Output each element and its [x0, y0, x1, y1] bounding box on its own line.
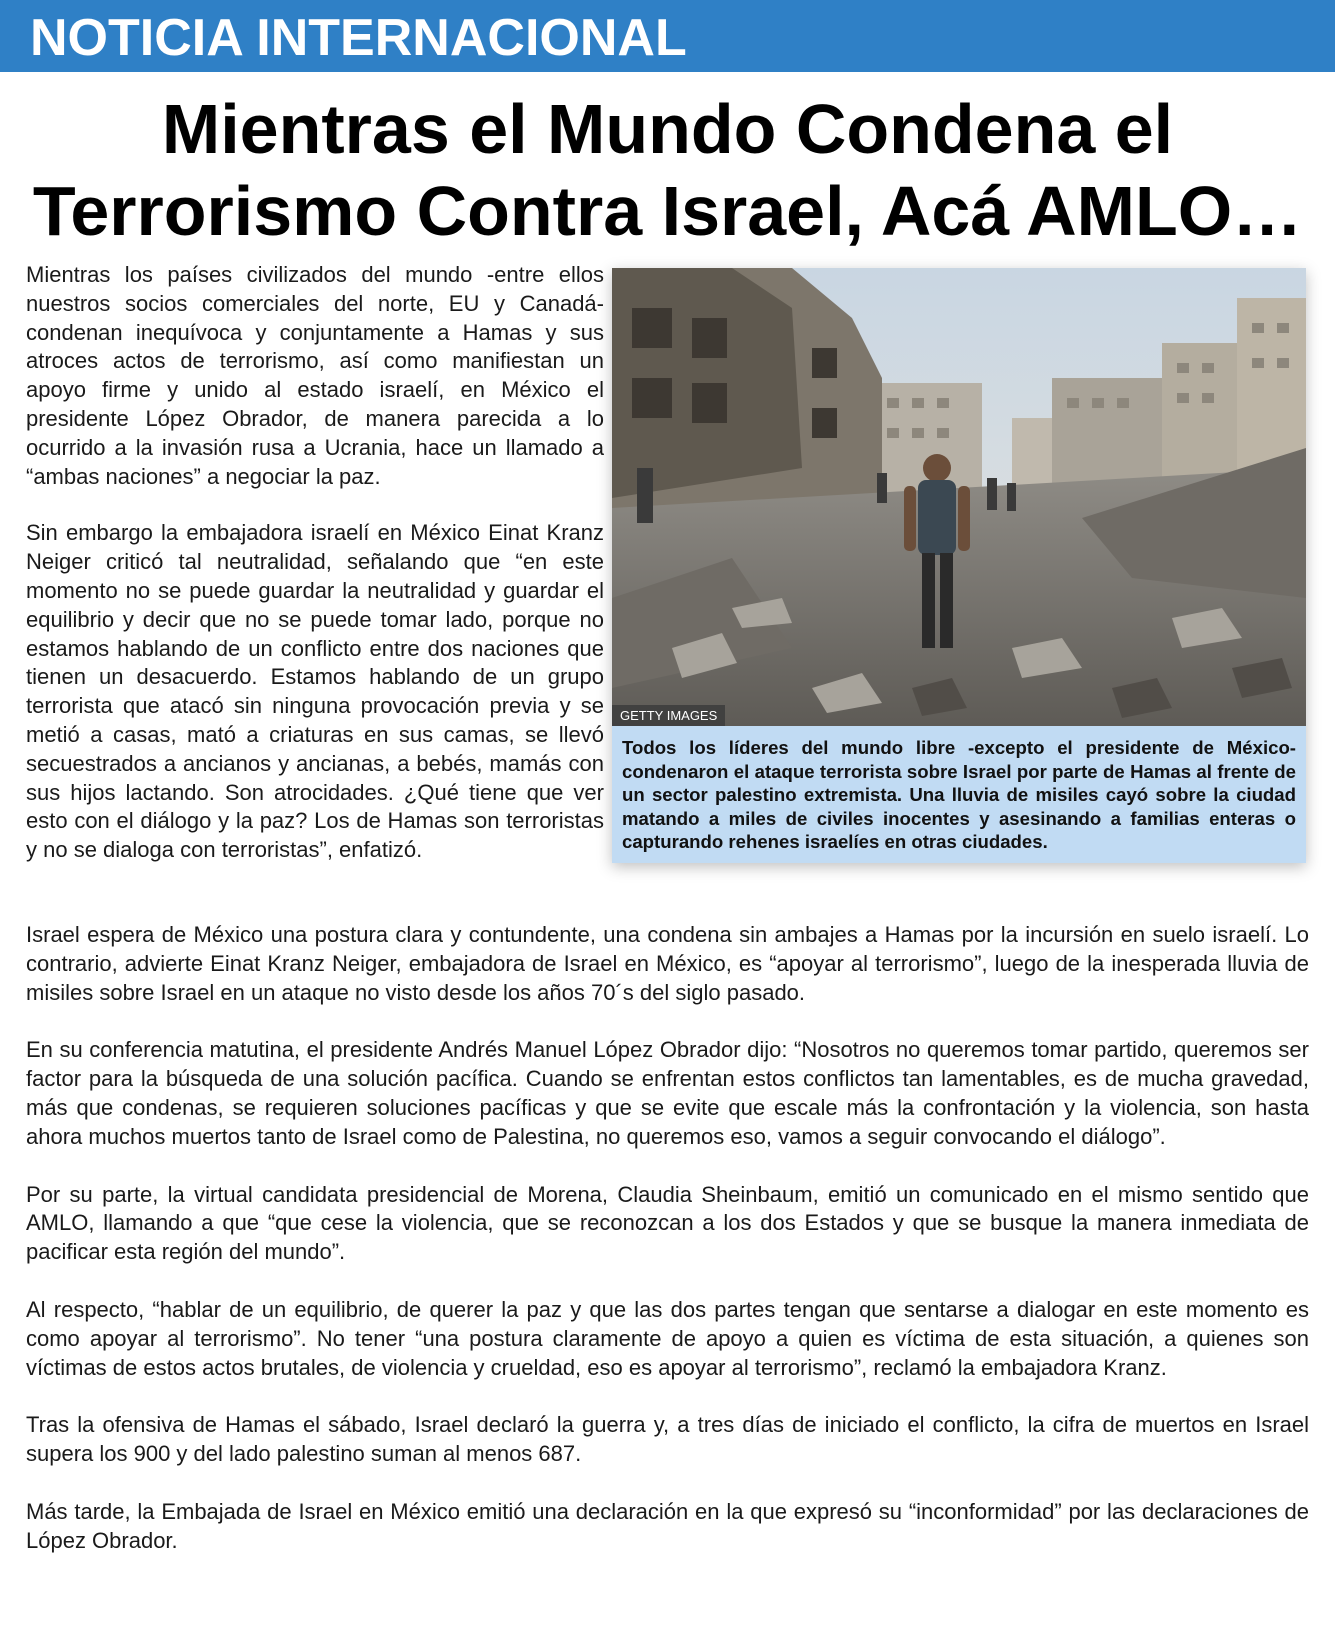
article-column-full — [26, 921, 1309, 1585]
news-photo — [612, 268, 1306, 726]
article-paragraph: En su conferencia matutina, el presidente Andrés Manuel López Obrador dijo: “Nosotros no queremos tomar partido, queremos ser factor para la búsqueda de una solución pacífica. Cuando se enfrentan estos conflictos tan lamentables, es de mucha gravedad, más que condenas, se requieren soluciones pacíficas y que se evite que escale más la confrontación y la violencia, son hasta ahora muchos muertos tanto de Israel como de Palestina, no queremos eso, vamos a seguir convocando el diálogo”. — [26, 1037, 1309, 1149]
photo-credit: GETTY IMAGES — [612, 705, 725, 726]
article-paragraph: Sin embargo la embajadora israelí en México Einat Kranz Neiger criticó tal neutralidad, señalando que “en este momento no se puede guardar la neutralidad y guardar el equilibrio y decir que no se puede tomar lado, porque no estamos hablando de un conflicto entre dos naciones que tienen un desacuerdo. Estamos hablando de un grupo terrorista que atacó sin ninguna provocación previa y se metió a casas, mató a criaturas en sus camas, se llevó secuestrados a ancianos y ancianas, a bebés, mamás con sus hijos lactando. Son atrocidades. ¿Qué tiene que ver esto con el diálogo y la paz? Los de Hamas son terroristas y no se dialoga con terroristas”, enfatizó. — [26, 520, 604, 863]
article-column-left — [26, 261, 604, 893]
article-paragraph: Israel espera de México una postura clara y contundente, una condena sin ambajes a Hamas por la incursión en suelo israelí. Lo contrario, advierte Einat Kranz Neiger, embajadora de Israel en México, es “apoyar al terrorismo”, luego de la inesperada lluvia de misiles sobre Israel en un ataque no visto desde los años 70´s del siglo pasado. — [26, 922, 1309, 1005]
photo-caption: Todos los líderes del mundo libre -excepto el presidente de México- condenaron el ataque terrorista sobre Israel por parte de Hamas al frente de un sector palestino extremista. Una lluvia de misiles cayó sobre la ciudad matando a miles de civiles inocentes y asesinando a familias enteras o capturando rehenes israelíes en otras ciudades. — [612, 726, 1306, 863]
rubble-street-illustration — [612, 268, 1306, 726]
news-photo-figure — [612, 268, 1306, 863]
article-paragraph: Por su parte, la virtual candidata presidencial de Morena, Claudia Sheinbaum, emitió un comunicado en el mismo sentido que AMLO, llamando a que “que cese la violencia, que se reconozcan a los dos Estados y que se busque la manera inmediata de pacificar esta región del mundo”. — [26, 1181, 1309, 1265]
article-paragraph: Tras la ofensiva de Hamas el sábado, Israel declaró la guerra y, a tres días de iniciado el conflicto, la cifra de muertos en Israel supera los 900 y del lado palestino suman al menos 687. — [26, 1412, 1309, 1467]
article-paragraph: Al respecto, “hablar de un equilibrio, de querer la paz y que las dos partes tengan que sentarse a dialogar en este momento es como apoyar al terrorismo”. No tener “una postura claramente de apoyo a quien es víctima de esta situación, a quienes son víctimas de estos actos brutales, de violencia y crueldad, eso es apoyar al terrorismo”, reclamó la embajadora Kranz. — [26, 1296, 1309, 1380]
article-paragraph: Mientras los países civilizados del mundo -entre ellos nuestros socios comerciales del norte, EU y Canadá- condenan inequívoca y conjuntamente a Hamas y sus atroces actos de terrorismo, así como manifiestan un apoyo firme y unido al estado israelí, en México el presidente López Obrador, de manera parecida a lo ocurrido a la invasión rusa a Ucrania, hace un llamado a “ambas naciones” a negociar la paz. — [26, 262, 604, 489]
section-label: NOTICIA INTERNACIONAL — [30, 9, 687, 67]
headline: Mientras el Mundo Condena el Terrorismo Contra Israel, Acá AMLO… — [32, 90, 1303, 250]
section-banner — [0, 0, 1335, 72]
article-paragraph: Más tarde, la Embajada de Israel en México emitió una declaración en la que expresó su “inconformidad” por las declaraciones de López Obrador. — [26, 1498, 1309, 1553]
